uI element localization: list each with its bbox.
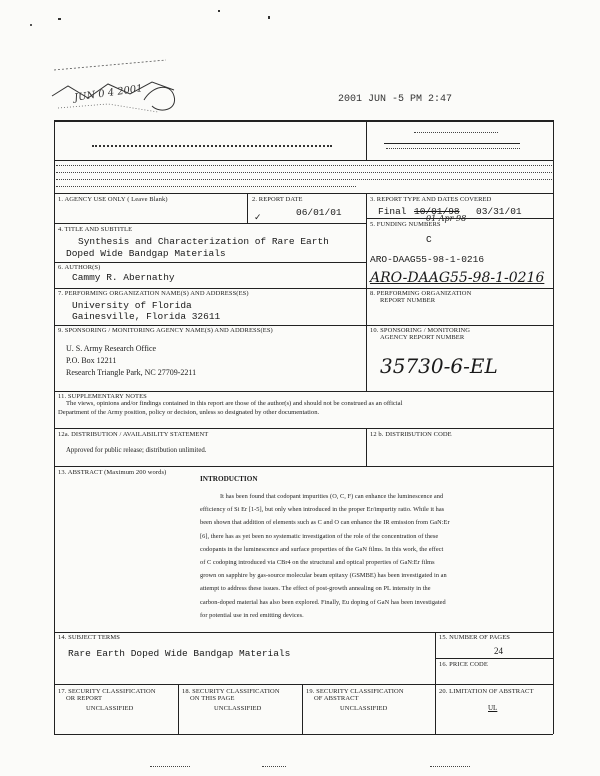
sec-report-label-1: 17. SECURITY CLASSIFICATION bbox=[58, 688, 156, 695]
funding-number: ARO-DAAG55-98-1-0216 bbox=[370, 254, 485, 265]
author-label: 6. AUTHOR(S) bbox=[58, 264, 101, 271]
box3-bottom-rule bbox=[367, 218, 553, 219]
title-label: 4. TITLE AND SUBTITLE bbox=[58, 226, 133, 233]
abstract-heading: INTRODUCTION bbox=[200, 475, 258, 483]
sec-abs-label-2: OF ABSTRACT bbox=[314, 695, 359, 702]
box1-divider bbox=[247, 193, 248, 223]
footer-dots bbox=[150, 766, 190, 768]
sec-divider-2 bbox=[302, 684, 303, 734]
check-mark: ✓ bbox=[254, 212, 262, 222]
sec-page-label-1: 18. SECURITY CLASSIFICATION bbox=[182, 688, 280, 695]
limit-value: UL bbox=[488, 704, 498, 712]
sec-page-value: UNCLASSIFIED bbox=[214, 705, 262, 712]
header-bottom-rule bbox=[54, 160, 554, 161]
sec-report-label-2: OR REPORT bbox=[66, 695, 103, 702]
header-top-rule bbox=[54, 120, 554, 122]
report-type-label: 3. REPORT TYPE AND DATES COVERED bbox=[370, 196, 492, 203]
num-pages-label: 15. NUMBER OF PAGES bbox=[439, 634, 511, 641]
funding-c: C bbox=[426, 234, 432, 245]
sponsor-line-3: Research Triangle Park, NC 27709-2211 bbox=[66, 368, 197, 377]
title-line-2: Doped Wide Bandgap Materials bbox=[66, 248, 226, 259]
header-omb-dots-2 bbox=[386, 148, 520, 150]
limit-label: 20. LIMITATION OF ABSTRACT bbox=[439, 688, 534, 695]
dist-bottom-rule bbox=[54, 466, 553, 467]
subject-label: 14. SUBJECT TERMS bbox=[58, 634, 120, 641]
report-date-label: 2. REPORT DATE bbox=[252, 196, 303, 203]
abstract-line: codopants in the luminescence and surface properties of the GaN films. In this work, the effect bbox=[200, 545, 444, 553]
perf-report-label-2: REPORT NUMBER bbox=[380, 297, 436, 304]
abstract-line: carbon-doped material has also been explored. Finally, Eu doping of GaN has been investigated bbox=[200, 598, 446, 606]
title-bottom-rule bbox=[54, 262, 367, 263]
pages-bottom-rule bbox=[435, 658, 553, 659]
price-label: 16. PRICE CODE bbox=[439, 661, 488, 668]
abstract-line: It has been found that codopant impurities (O, C, F) can enhance the luminescence and bbox=[220, 493, 444, 500]
agency-use-label: 1. AGENCY USE ONLY ( Leave Blank) bbox=[58, 196, 168, 203]
report-date-value: 06/01/01 bbox=[296, 207, 342, 218]
abstract-line: grown on sapphire by gas-source molecular beam epitaxy (GSMBE) has been investigated in an bbox=[200, 572, 447, 580]
report-dates-struck: 10/01/98 bbox=[414, 206, 460, 217]
perf-org-bottom-rule bbox=[54, 325, 553, 326]
row1-bottom-rule bbox=[54, 223, 367, 224]
supp-label: 11. SUPPLEMENTARY NOTES bbox=[58, 393, 147, 400]
perf-org-line-2: Gainesville, Florida 32611 bbox=[72, 311, 221, 322]
sponsor-report-label-1: 10. SPONSORING / MONITORING bbox=[370, 327, 471, 334]
subject-bottom-rule bbox=[54, 684, 553, 685]
sponsor-divider bbox=[366, 325, 367, 391]
box2-divider bbox=[366, 193, 367, 327]
sec-divider-1 bbox=[178, 684, 179, 734]
abstract-line: been shown that addition of elements such as C and O can enhance the IR emission from GaN:Er bbox=[200, 519, 450, 527]
subject-text: Rare Earth Doped Wide Bandgap Materials bbox=[68, 648, 291, 659]
form-bottom-rule bbox=[54, 734, 553, 735]
footer-dots bbox=[262, 766, 286, 768]
author-value: Cammy R. Abernathy bbox=[72, 272, 175, 283]
stamp-date-scrawl: JUN 0 4 2001 bbox=[73, 83, 144, 104]
form-left-border bbox=[54, 120, 55, 734]
form-right-border bbox=[553, 120, 554, 734]
abstract-label: 13. ABSTRACT (Maximum 200 words) bbox=[58, 469, 167, 476]
footer-dots bbox=[430, 766, 470, 768]
perf-report-label-1: 8. PERFORMING ORGANIZATION bbox=[370, 290, 472, 297]
instructions-line bbox=[56, 172, 552, 174]
dist-divider bbox=[366, 428, 367, 466]
header-omb-dots bbox=[414, 132, 498, 134]
sec-report-value: UNCLASSIFIED bbox=[86, 705, 134, 712]
sponsor-label: 9. SPONSORING / MONITORING AGENCY NAME(S) AND ADDRESS(ES) bbox=[58, 327, 273, 334]
subject-divider bbox=[435, 632, 436, 734]
funding-label: 5. FUNDING NUMBERS bbox=[370, 221, 441, 228]
abstract-body bbox=[200, 490, 540, 622]
sec-abs-value: UNCLASSIFIED bbox=[340, 705, 388, 712]
supp-text-1: The views, opinions and/or findings contained in this report are those of the author(s) and should not be construed as an official bbox=[66, 400, 403, 407]
abstract-line: [6], there has as yet been no systematic investigation of the role of the concentration of these bbox=[200, 532, 439, 540]
sec-page-label-2: ON THIS PAGE bbox=[190, 695, 235, 702]
sponsor-line-1: U. S. Army Research Office bbox=[66, 344, 157, 353]
dist-text: Approved for public release; distribution unlimited. bbox=[66, 447, 207, 454]
received-date-stamp: 2001 JUN -5 PM 2:47 bbox=[338, 94, 453, 105]
sponsor-bottom-rule bbox=[54, 391, 553, 392]
supp-bottom-rule bbox=[54, 428, 553, 429]
abstract-line: efficiency of Si Er [1-5], but only when introduced in the proper Er/impurity ratio. While it has bbox=[200, 506, 445, 514]
abstract-line: of C codoping introduced via CBr4 on the structural and optical properties of GaN:Er films bbox=[200, 559, 435, 567]
perf-org-label: 7. PERFORMING ORGANIZATION NAME(S) AND ADDRESS(ES) bbox=[58, 290, 249, 297]
scan-speck bbox=[268, 16, 270, 19]
abstract-line: attempt to address these issues. The effect of post-growth annealing on PL intensity in the bbox=[200, 585, 431, 593]
dist-label: 12a. DISTRIBUTION / AVAILABILITY STATEMENT bbox=[58, 431, 209, 438]
perf-org-line-1: University of Florida bbox=[72, 300, 192, 311]
instructions-bottom-rule bbox=[54, 193, 554, 194]
abstract-line: for potential use in red emitting devices. bbox=[200, 611, 304, 619]
report-type-value: Final bbox=[378, 206, 407, 217]
header-omb-rule bbox=[384, 143, 520, 144]
num-pages-value: 24 bbox=[494, 646, 503, 656]
author-bottom-rule bbox=[54, 288, 553, 289]
instructions-line bbox=[56, 186, 356, 188]
instructions-line bbox=[56, 165, 552, 167]
scan-speck bbox=[218, 10, 220, 12]
header-form-title-dots bbox=[92, 145, 332, 148]
header-divider bbox=[366, 120, 367, 160]
scan-speck bbox=[58, 18, 61, 20]
dist-code-label: 12 b. DISTRIBUTION CODE bbox=[370, 431, 452, 438]
funding-handwritten: ARO-DAAG55-98-1-0216 bbox=[370, 270, 545, 286]
sponsor-line-2: P.O. Box 12211 bbox=[66, 356, 117, 365]
title-line-1: Synthesis and Characterization of Rare Earth bbox=[78, 236, 329, 247]
supp-text-2: Department of the Army position, policy or decision, unless so designated by other documentation. bbox=[58, 409, 320, 416]
report-dates-end: 03/31/01 bbox=[476, 206, 522, 217]
sponsor-report-number: 35730-6-EL bbox=[380, 354, 498, 378]
scan-speck bbox=[30, 24, 32, 26]
sec-abs-label-1: 19. SECURITY CLASSIFICATION bbox=[306, 688, 404, 695]
abstract-bottom-rule bbox=[54, 632, 553, 633]
instructions-line bbox=[56, 179, 552, 181]
sponsor-report-label-2: AGENCY REPORT NUMBER bbox=[380, 334, 465, 341]
